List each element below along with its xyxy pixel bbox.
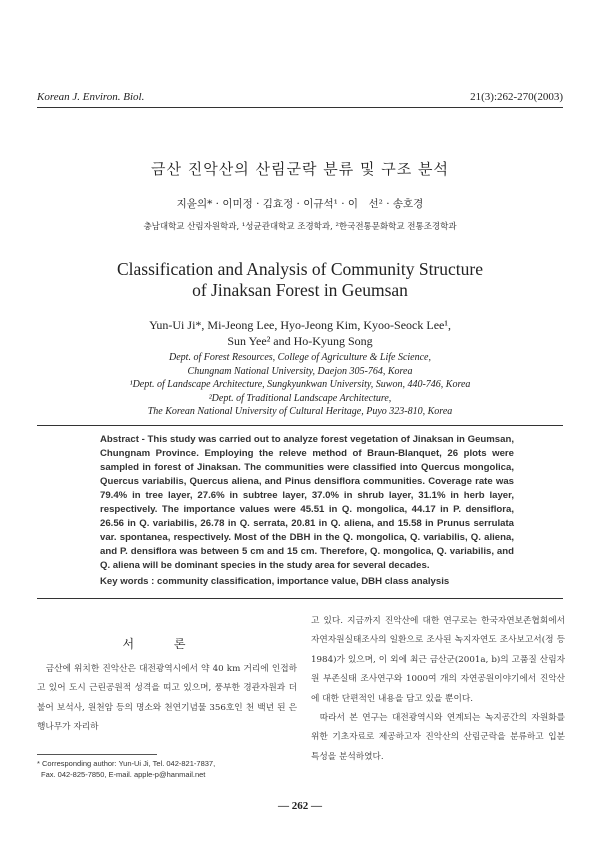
abstract-bottom-rule xyxy=(37,598,563,599)
english-authors: Yun-Ui Ji*, Mi-Jeong Lee, Hyo-Jeong Kim, Kyoo-Seock Lee¹, Sun Yee² and Ho-Kyung Song xyxy=(149,318,451,348)
body-paragraph: 따라서 본 연구는 대전광역시와 연계되는 녹지공간의 자원화를 위한 기초자료로 제공하고자 진악산의 산림군락을 분류하고 입분 특성을 분석하였다. xyxy=(311,713,565,762)
volume-info: 21(3):262-270(2003) xyxy=(470,91,563,103)
footnote-rule xyxy=(37,754,157,755)
body-paragraph: 고 있다. 지금까지 진악산에 대한 연구로는 한국자연보존협회에서 자연자원실태조사의 일환으로 조사된 녹지자연도 조사보고서(정 등 1984)가 있으며, 이 외에 최근 금산군(2001a, b)의 고품질 산림자원 부존실태 조사연구와 1000여 개의 자연공원이야기에서 진악산에 대한 단편적인 내용을 담고 있을 뿐이다. xyxy=(311,616,565,704)
korean-title: 금산 진악산의 산림군락 분류 및 구조 분석 xyxy=(151,160,449,178)
footnote: * Corresponding author: Yun-Ui Ji, Tel. 042-821-7837, Fax. 042-825-7850, E-mail. apple-p@hanmail.net xyxy=(37,759,216,779)
abstract-top-rule xyxy=(37,425,563,426)
journal-name: Korean J. Environ. Biol. xyxy=(37,91,145,103)
section-title: 서 론 xyxy=(122,637,204,651)
running-header xyxy=(37,91,563,103)
body-paragraph: 금산에 위치한 진악산은 대전광역시에서 약 40 km 거리에 인접하고 있어 도시 근린공원적 성격을 띠고 있으며, 풍부한 경관자원과 더불어 보석사, 원천암 등의 명소와 천연기념물 356호인 천 백년 된 은행나무가 자리하 xyxy=(37,664,297,733)
korean-authors: 지윤의* · 이미정 · 김효정 · 이규석¹ · 이 선² · 송호경 xyxy=(176,198,424,210)
english-affiliations: Dept. of Forest Resources, College of Agriculture & Life Science, Chungnam National University, Daejon 305-764, Korea ¹Dept. of Landscape Architecture, Sungkyunkwan University, Suwon, 440-746, Korea ²Dept. of Traditional Landscape Architecture, The Korean National University of Cultural Heritage, Puyo 323-810, Korea xyxy=(129,352,471,417)
abstract: Abstract - This study was carried out to analyze forest vegetation of Jinaksan in Geumsan, Chungnam Province. Employing the releve method of Braun-Blanquet, 26 plots were sampled in forest of Jinaksan. The communities were classified into Quercus mongolica, Quercus variabilis, Quercus aliena, and Pinus densiflora communities. Coverage rate was 79.4% in tree layer, 27.6% in subtree layer, 37.0% in shrub layer, 31.1% in herb layer, respectively. The importance values were 45.51 in Q. mongolica, 44.17 in P. densiflora, 26.56 in Q. variabilis, 26.78 in Q. serrata, 20.81 in Q. aliena, and 15.58 in Prunus serrulata var. spontanea, respectively. Most of the DBH in the Q. mongolica, Q. variabilis, Q. aliena, and P. densiflora was between 5 cm and 15 cm. Therefore, Q. mongolica, Q. variabilis, and Q. aliena will be dominant species in the study area for several decades. xyxy=(100,434,514,571)
header-rule xyxy=(37,107,563,108)
keywords: Key words : community classification, importance value, DBH class analysis xyxy=(100,576,450,587)
page-number: — 262 — xyxy=(278,800,322,812)
right-column xyxy=(311,612,565,767)
left-column xyxy=(37,660,297,738)
korean-affiliations: 충남대학교 산림자원학과, ¹성균관대학교 조경학과, ²한국전통문화학교 전통조경학과 xyxy=(143,222,457,232)
english-title: Classification and Analysis of Community Structure of Jinaksan Forest in Geumsan xyxy=(116,259,483,300)
